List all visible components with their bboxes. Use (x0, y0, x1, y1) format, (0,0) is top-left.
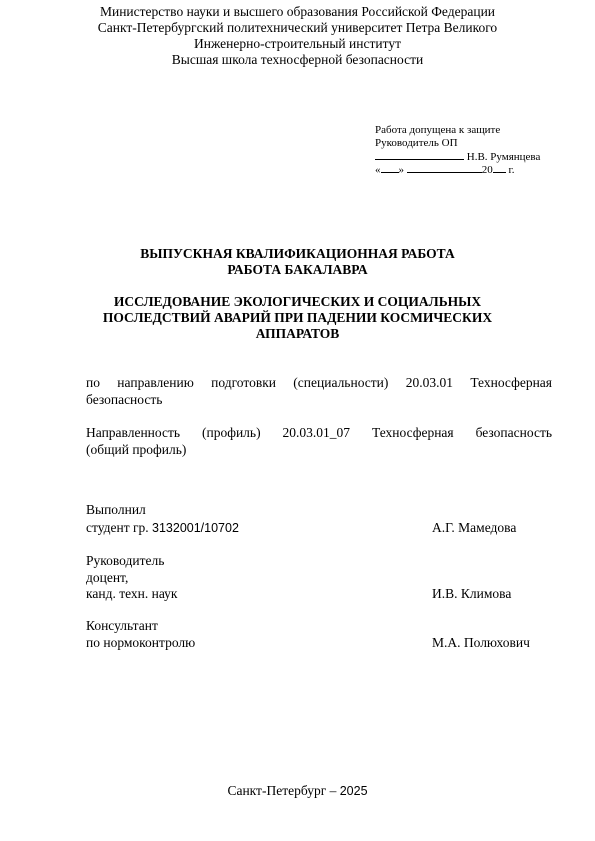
footer-dash: – (326, 783, 340, 798)
school-line: Высшая школа техносферной безопасности (171, 52, 424, 67)
performer-label: Выполнил (86, 502, 146, 517)
topic-line-1: ИССЛЕДОВАНИЕ ЭКОЛОГИЧЕСКИХ И СОЦИАЛЬНЫХ (113, 294, 482, 309)
performer-student (86, 519, 239, 537)
direction-paragraph (86, 374, 552, 408)
performer-name: А.Г. Мамедова (432, 520, 517, 535)
degree-title: РАБОТА БАКАЛАВРА (227, 262, 368, 277)
student-prefix: студент гр. (86, 520, 153, 535)
date-suffix: г. (508, 164, 515, 176)
work-type-title: ВЫПУСКНАЯ КВАЛИФИКАЦИОННАЯ РАБОТА (140, 246, 455, 261)
consultant-name: М.А. Полюхович (432, 635, 530, 650)
date-close-quote: » (398, 164, 404, 176)
date-day-blank (381, 162, 399, 173)
topic-line-2: ПОСЛЕДСТВИЙ АВАРИЙ ПРИ ПАДЕНИИ КОСМИЧЕСКИХ (102, 310, 493, 325)
profile-line-1: Направленность (профиль) 20.03.01_07 Техносферная безопасность (86, 425, 552, 440)
date-month-blank (407, 162, 482, 173)
supervisor-degree: канд. техн. наук (86, 586, 178, 601)
consultant-label: Консультант (86, 618, 158, 633)
direction-line-1: по направлению подготовки (специальности) 20.03.01 Техносферная (86, 375, 552, 390)
supervisor-label: Руководитель (86, 553, 165, 568)
profile-paragraph (86, 424, 552, 458)
supervisor-position: доцент, (86, 570, 129, 585)
date-open-quote: « (375, 164, 381, 176)
consultant-area: по нормоконтролю (86, 635, 196, 650)
student-group: 3132001/10702 (152, 521, 239, 535)
date-year-blank (493, 162, 506, 173)
profile-line-2: (общий профиль) (86, 442, 187, 457)
topic-line-3: АППАРАТОВ (255, 326, 340, 341)
approval-date-line (375, 162, 515, 177)
approval-head-role: Руководитель ОП (375, 137, 458, 149)
date-year-prefix: 20 (481, 164, 493, 176)
signature-blank (375, 149, 464, 160)
direction-line-2: безопасность (86, 392, 163, 407)
institute-line: Инженерно-строительный институт (194, 36, 401, 51)
footer-city-year (0, 783, 595, 799)
supervisor-name: И.В. Климова (432, 586, 512, 601)
ministry-line: Министерство науки и высшего образования Российской Федерации (99, 4, 496, 19)
footer-year: 2025 (339, 784, 368, 798)
footer-city: Санкт-Петербург (227, 783, 327, 798)
approval-head-name: Н.В. Румянцева (466, 151, 541, 163)
approval-admitted: Работа допущена к защите (375, 124, 501, 136)
university-line: Санкт-Петербургский политехнический университет Петра Великого (97, 20, 498, 35)
